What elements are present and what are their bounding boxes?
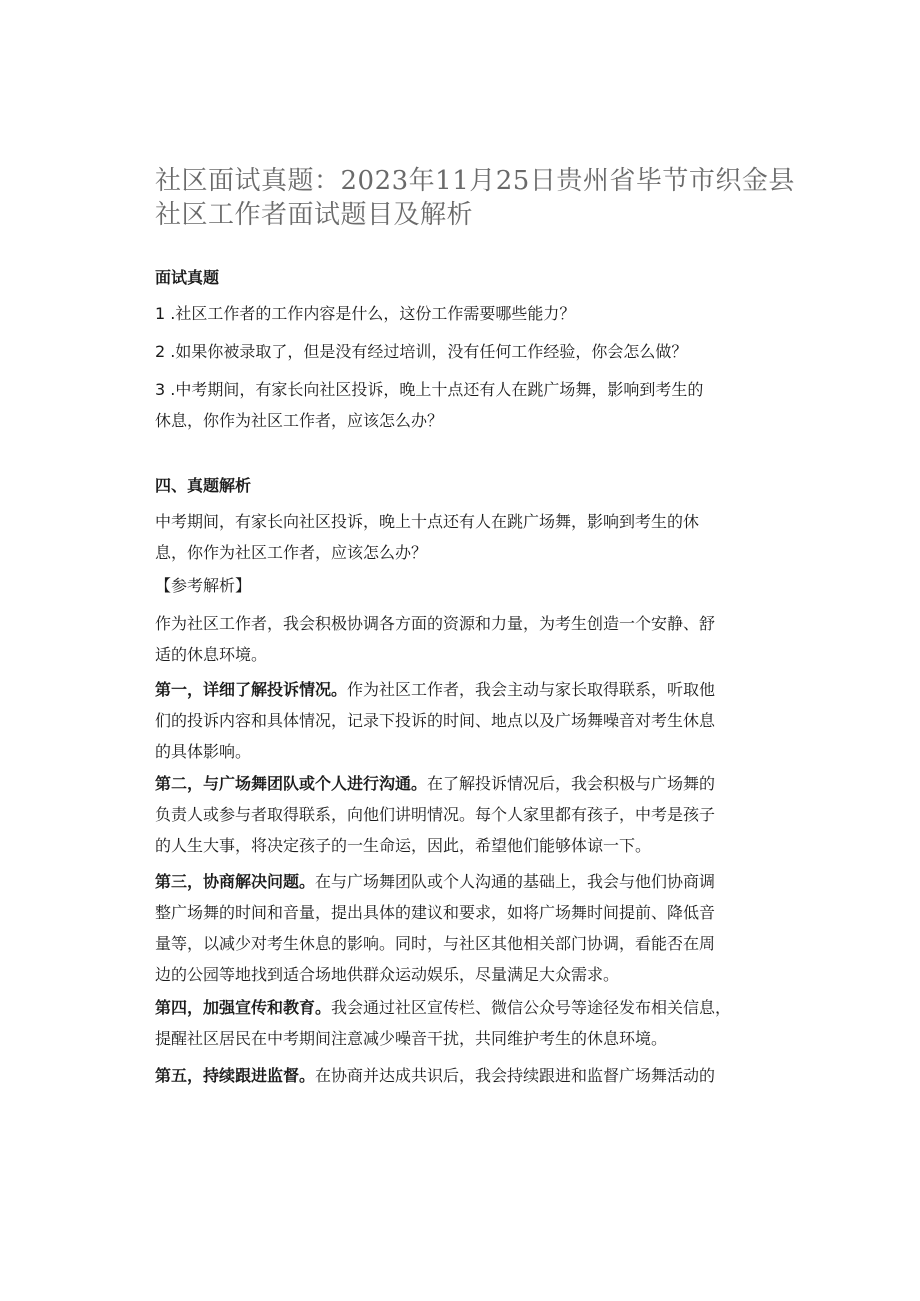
point-5-first: 在协商并达成共识后，我会持续跟进和监督广场舞活动的 — [315, 1066, 716, 1085]
point-4 — [155, 992, 775, 1054]
title-line-2: 社区工作者面试题目及解析 — [155, 200, 474, 230]
question-2-block — [155, 336, 775, 367]
question-3-line-1: 3 .中考期间，有家长向社区投诉，晚上十点还有人在跳广场舞，影响到考生的 — [155, 380, 704, 399]
question-3-block — [155, 374, 775, 436]
point-4-first: 我会通过社区宣传栏、微信公众号等途径发布相关信息， — [331, 998, 732, 1017]
section-heading-analysis: 四、真题解析 — [155, 476, 252, 495]
point-3-line-3: 量等，以减少对考生休息的影响。同时，与社区其他相关部门协调，看能否在周 — [155, 934, 716, 953]
point-3 — [155, 866, 775, 990]
point-1-first: 作为社区工作者，我会主动与家长取得联系，听取他 — [347, 680, 716, 699]
point-4-lead: 第四，加强宣传和教育。 — [155, 998, 332, 1017]
point-1-line-3: 的具体影响。 — [155, 742, 252, 761]
question-2: 2 .如果你被录取了，但是没有经过培训，没有任何工作经验，你会怎么做？ — [155, 342, 688, 361]
reference-label: 【参考解析】 — [155, 576, 252, 595]
point-2-first: 在了解投诉情况后，我会积极与广场舞的 — [427, 774, 716, 793]
point-2 — [155, 768, 775, 861]
intro-line-2: 适的休息环境。 — [155, 645, 268, 664]
question-list — [155, 298, 775, 329]
question-1: 1 .社区工作者的工作内容是什么，这份工作需要哪些能力？ — [155, 304, 576, 323]
analysis-question — [155, 506, 775, 568]
point-2-line-2: 负责人或参与者取得联系，向他们讲明情况。每个人家里都有孩子，中考是孩子 — [155, 805, 716, 824]
point-2-line-3: 的人生大事，将决定孩子的一生命运，因此，希望他们能够体谅一下。 — [155, 836, 652, 855]
intro-line-1: 作为社区工作者，我会积极协调各方面的资源和力量，为考生创造一个安静、舒 — [155, 614, 716, 633]
point-1-line-2: 们的投诉内容和具体情况，记录下投诉的时间、地点以及广场舞噪音对考生休息 — [155, 711, 716, 730]
point-4-line-2: 提醒社区居民在中考期间注意减少噪音干扰，共同维护考生的休息环境。 — [155, 1029, 668, 1048]
document-title — [155, 164, 795, 232]
point-3-first: 在与广场舞团队或个人沟通的基础上，我会与他们协商调 — [315, 872, 716, 891]
point-1-lead: 第一，详细了解投诉情况。 — [155, 680, 348, 699]
point-3-lead: 第三，协商解决问题。 — [155, 872, 316, 891]
intro-paragraph — [155, 608, 775, 670]
point-2-lead: 第二，与广场舞团队或个人进行沟通。 — [155, 774, 428, 793]
point-5 — [155, 1060, 775, 1091]
point-3-line-2: 整广场舞的时间和音量，提出具体的建议和要求，如将广场舞时间提前、降低音 — [155, 903, 716, 922]
question-3-line-2: 休息，你作为社区工作者，应该怎么办？ — [155, 411, 444, 430]
analysis-question-line-2: 息，你作为社区工作者，应该怎么办？ — [155, 543, 428, 562]
point-1 — [155, 674, 775, 767]
title-line-1: 社区面试真题：2023年11月25日贵州省毕节市织金县 — [155, 166, 795, 196]
section-heading-questions: 面试真题 — [155, 268, 220, 287]
point-5-lead: 第五，持续跟进监督。 — [155, 1066, 316, 1085]
analysis-question-line-1: 中考期间，有家长向社区投诉，晚上十点还有人在跳广场舞，影响到考生的休 — [155, 512, 700, 531]
point-3-line-4: 边的公园等地找到适合场地供群众运动娱乐，尽量满足大众需求。 — [155, 965, 620, 984]
